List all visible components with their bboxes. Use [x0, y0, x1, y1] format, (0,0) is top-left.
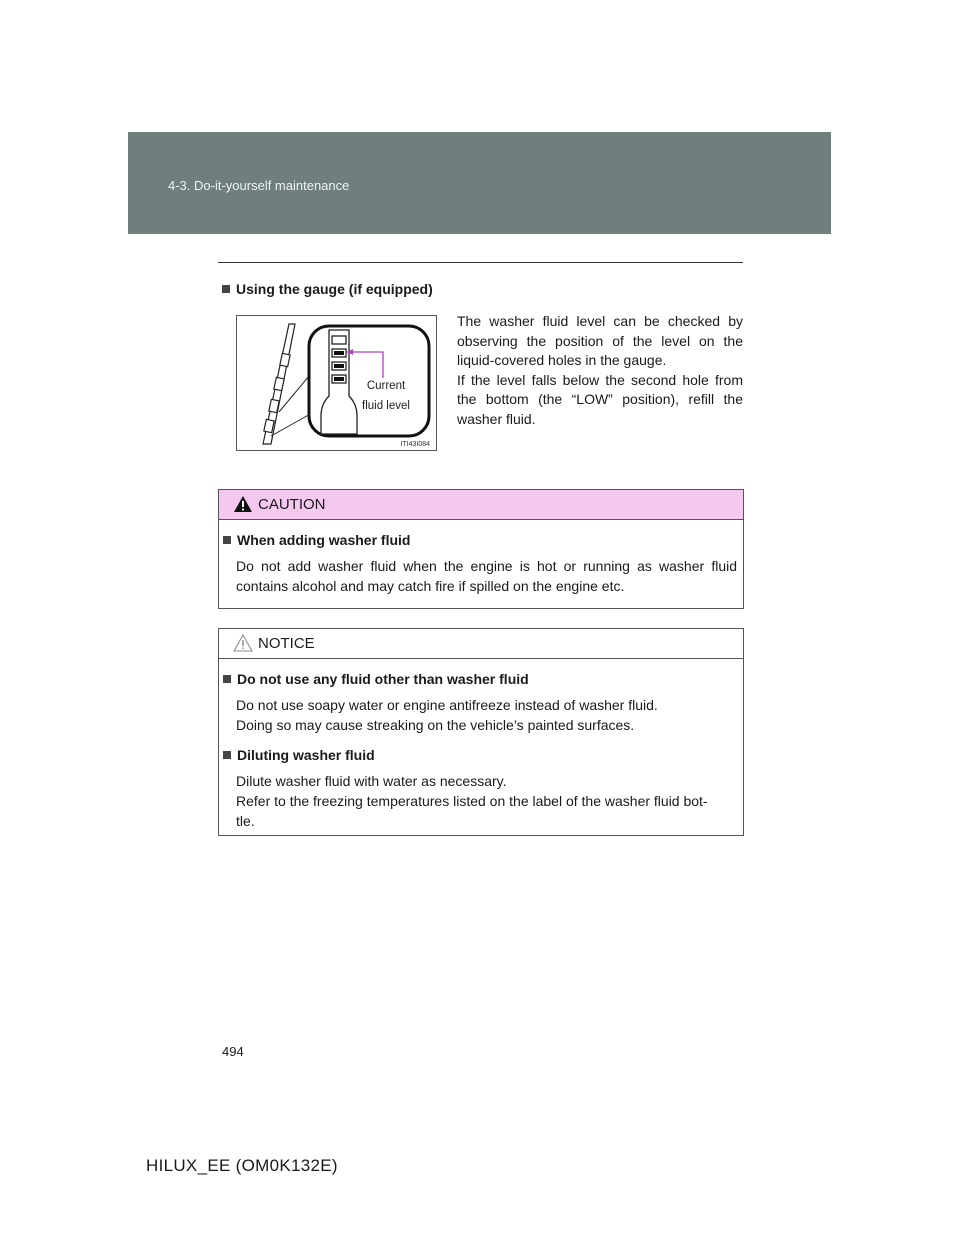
notice-box — [218, 628, 744, 836]
caution-item-heading-text: When adding washer fluid — [237, 532, 411, 548]
notice-header — [219, 629, 743, 659]
divider — [218, 262, 743, 263]
header-band — [128, 132, 831, 234]
caution-item-text: Do not add washer fluid when the engine is hot or running as washer fluid contains alcohol and may catch fire if spilled on the engine etc. — [236, 558, 737, 594]
bullet-square-icon — [223, 675, 231, 683]
gauge-heading — [222, 281, 433, 297]
bullet-square-icon — [222, 285, 230, 293]
caution-header — [219, 490, 743, 520]
page-number: 494 — [222, 1044, 244, 1059]
notice-body — [219, 659, 743, 831]
notice-item-heading — [223, 745, 743, 765]
caution-item-heading — [223, 530, 743, 550]
notice-item-text: Dilute washer fluid with water as necessary. Refer to the freezing temperatures listed on the label of the washer fluid bot- tle. — [236, 773, 708, 829]
gauge-illustration — [236, 315, 437, 451]
section-title: 4-3. Do-it-yourself maintenance — [168, 178, 350, 193]
gauge-description-text: The washer fluid level can be checked by observing the position of the level on the liquid-covered holes in the gauge. If the level falls below the second hole from the bottom (the “LOW” position), refill the washer fluid. — [457, 313, 743, 427]
fig-label-line2: fluid level — [362, 400, 410, 412]
bullet-square-icon — [223, 536, 231, 544]
notice-item-heading-text: Diluting washer fluid — [237, 747, 375, 763]
caution-box — [218, 489, 744, 609]
bullet-square-icon — [223, 751, 231, 759]
fig-label-line1: Current — [366, 380, 406, 392]
notice-item-heading — [223, 669, 743, 689]
gauge-heading-text: Using the gauge (if equipped) — [236, 281, 433, 297]
notice-title: NOTICE — [258, 635, 315, 652]
notice-item-text: Do not use soapy water or engine antifreeze instead of washer fluid. Doing so may cause streaking on the vehicle’s painted surfaces. — [236, 697, 658, 733]
figure-code: ITI43I084 — [400, 441, 430, 448]
caution-title: CAUTION — [258, 496, 326, 513]
warning-icon — [233, 495, 253, 513]
caution-body — [219, 520, 743, 596]
model-code: HILUX_EE (OM0K132E) — [146, 1156, 338, 1175]
notice-item-heading-text: Do not use any fluid other than washer fluid — [237, 671, 529, 687]
current-fluid-level-label — [351, 376, 421, 416]
gauge-description — [457, 312, 743, 429]
warning-outline-icon — [233, 634, 253, 652]
